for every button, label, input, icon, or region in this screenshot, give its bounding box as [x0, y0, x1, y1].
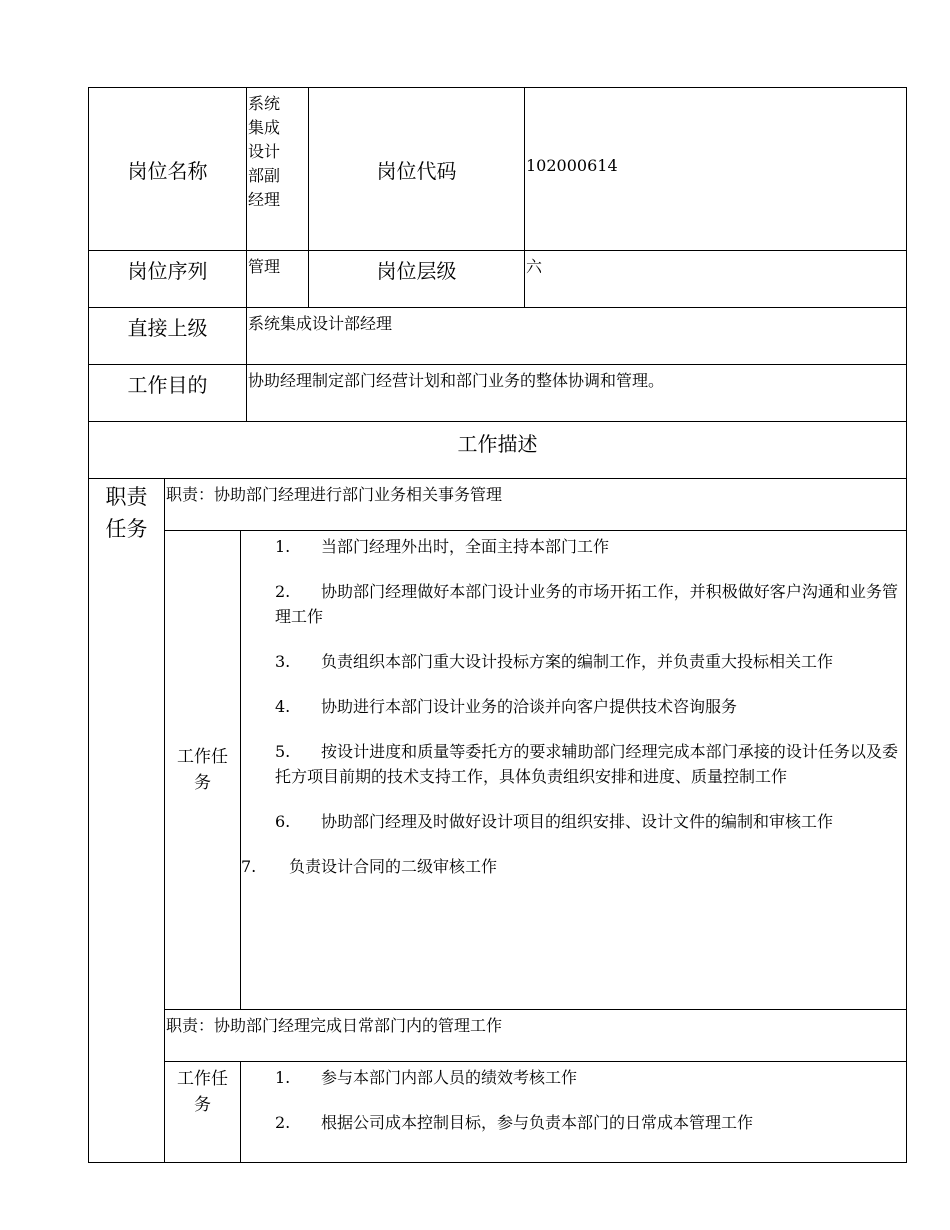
task-item [275, 649, 898, 674]
duty-2-title: 职责：协助部门经理完成日常部门内的管理工作 [164, 1009, 907, 1062]
task-text: 当部门经理外出时，全面主持本部门工作 [321, 537, 610, 556]
duty-1-task-label [164, 530, 241, 1010]
purpose-label: 工作目的 [88, 364, 247, 422]
superior-label: 直接上级 [88, 307, 247, 365]
task-num: 3. [275, 652, 291, 671]
task-num: 7. [241, 857, 257, 876]
task-item [275, 579, 898, 629]
task-num: 4. [275, 697, 291, 716]
purpose-value: 协助经理制定部门经营计划和部门业务的整体协调和管理。 [246, 364, 907, 422]
task-text: 根据公司成本控制目标，参与负责本部门的日常成本管理工作 [321, 1113, 754, 1132]
post-name-label: 岗位名称 [88, 87, 247, 251]
task-text: 参与本部门内部人员的绩效考核工作 [321, 1068, 578, 1087]
task-item [275, 694, 898, 719]
duties-label-text: 职责任务 [105, 485, 148, 541]
task-item [275, 1065, 898, 1090]
task-item [275, 739, 898, 789]
series-label: 岗位序列 [88, 250, 247, 308]
task-text: 按设计进度和质量等委托方的要求辅助部门经理完成本部门承接的设计任务以及委托方项目前期的技术支持工作，具体负责组织安排和进度、质量控制工作 [275, 742, 898, 786]
task-item [275, 534, 898, 559]
description-title: 工作描述 [88, 421, 907, 479]
task-num: 1. [275, 1068, 291, 1087]
level-value: 六 [524, 250, 907, 308]
task-text: 负责设计合同的二级审核工作 [289, 857, 498, 876]
task-text: 协助进行本部门设计业务的洽谈并向客户提供技术咨询服务 [321, 697, 738, 716]
duty-1-title: 职责：协助部门经理进行部门业务相关事务管理 [164, 478, 907, 531]
level-label: 岗位层级 [308, 250, 525, 308]
series-value: 管理 [246, 250, 309, 308]
task-item [241, 854, 898, 879]
task-item [275, 809, 898, 834]
post-name-value: 系统集成设计部副经理 [246, 87, 309, 251]
superior-value: 系统集成设计部经理 [246, 307, 907, 365]
duty-1-task-list [240, 530, 907, 1010]
post-code-value: 102000614 [524, 87, 907, 251]
duty-2-task-label-text: 工作任务 [177, 1069, 228, 1115]
task-num: 2. [275, 1113, 291, 1132]
duty-1-task-label-text: 工作任务 [177, 747, 228, 793]
duties-label [88, 478, 165, 1163]
post-code-label: 岗位代码 [308, 87, 525, 251]
task-item [275, 1110, 898, 1135]
task-text: 协助部门经理做好本部门设计业务的市场开拓工作，并积极做好客户沟通和业务管理工作 [275, 582, 898, 626]
task-num: 1. [275, 537, 291, 556]
task-num: 2. [275, 582, 291, 601]
task-num: 5. [275, 742, 291, 761]
duty-2-task-label [164, 1061, 241, 1163]
task-text: 负责组织本部门重大设计投标方案的编制工作，并负责重大投标相关工作 [321, 652, 834, 671]
duty-2-task-list [240, 1061, 907, 1163]
task-num: 6. [275, 812, 291, 831]
task-text: 协助部门经理及时做好设计项目的组织安排、设计文件的编制和审核工作 [321, 812, 834, 831]
